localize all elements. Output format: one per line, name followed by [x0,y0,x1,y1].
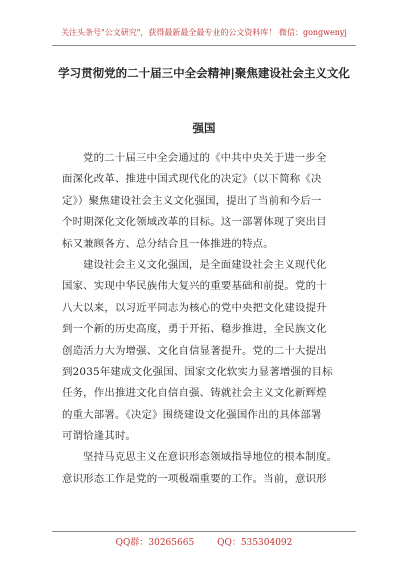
contact-footer [0,537,408,549]
body-line: 坚持马克思主义在意识形态领域指导地位的根本制度。 [83,451,338,464]
body-line: 可谓恰逢其时。 [62,430,137,443]
qq-number: QQ：535304092 [217,538,293,548]
promo-header-text: 关注头条号"公文研究"，获得最新最全最专业的公文资料库！ 微信：gongwenyj [61,28,347,37]
body-line: 到一个新的历史高度，勇于开拓、稳步推进，全民族文化 [62,323,327,336]
body-line: 创造活力大为增强、文化自信显著提升。党的二十大提出 [62,344,327,357]
body-line: 八大以来，以习近平同志为核心的党中央把文化建设提升 [62,301,327,314]
body-line: 意识形态工作是党的一项极端重要的工作。当前，意识形 [62,472,327,485]
body-line: 标又兼顾各方、总分结合且一体推进的特点。 [62,237,274,250]
body-line: 党的二十届三中全会通过的《中共中央关于进一步全 [83,152,327,164]
promo-header [0,28,408,38]
body-line: 任务，作出推进文化自信自强、铸就社会主义文化新辉煌 [62,387,327,400]
body-line: 个时期深化文化领域改革的目标。这一部署体现了突出目 [62,216,327,229]
footer-divider [52,531,356,532]
body-line: 面深化改革、推进中国式现代化的决定》（以下简称《决 [62,173,322,186]
body-line: 建设社会主义文化强国，是全面建设社会主义现代化 [83,258,327,271]
document-body [62,148,348,490]
body-line: 国家、实现中华民族伟大复兴的重要基础和前提。党的十 [62,280,327,293]
qq-group-number: QQ群：30265665 [115,538,195,548]
body-line: 定》）聚焦建设社会主义文化强国，提出了当前和今后一 [62,194,322,207]
header-divider [52,45,356,46]
document-title-line-1: 学习贯彻党的二十届三中全会精神|聚焦建设社会主义文化 [58,66,350,80]
body-line: 到2035年建成文化强国、国家文化软实力显著增强的目标 [62,365,333,378]
body-line: 的重大部署。《决定》围绕建设文化强国作出的具体部署 [62,408,322,421]
document-title-line-2: 强国 [192,121,216,135]
